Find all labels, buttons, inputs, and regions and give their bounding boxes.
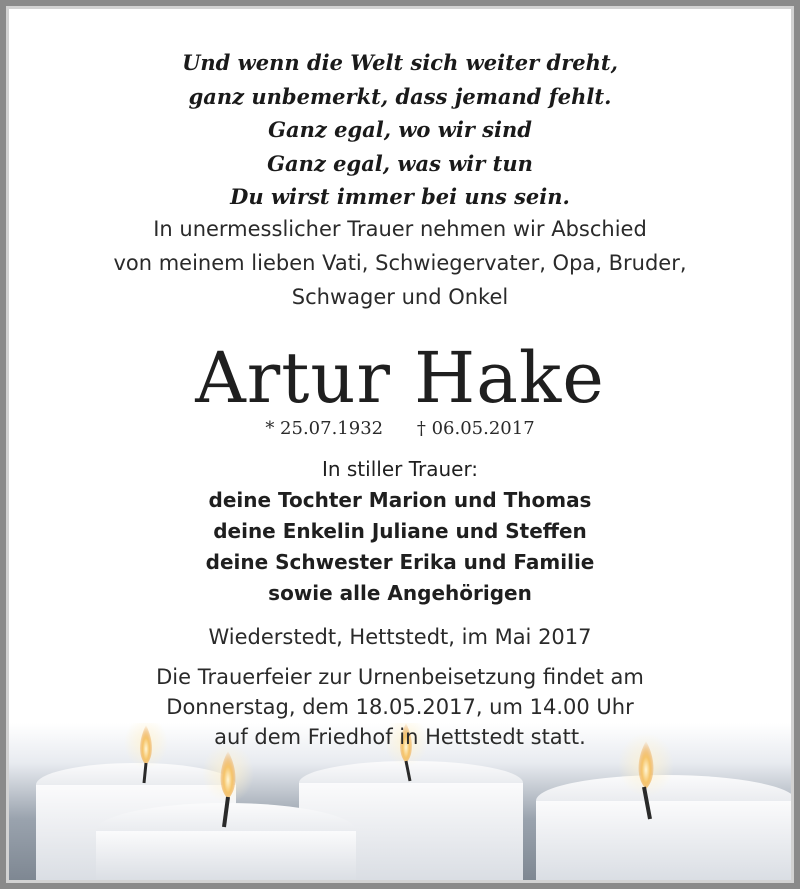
poem-line: Ganz egal, was wir tun	[267, 150, 533, 176]
poem-line: Und wenn die Welt sich weiter dreht,	[182, 50, 618, 75]
death-date: † 06.05.2017	[416, 418, 535, 439]
mourners	[6, 454, 794, 609]
poem-line: Du wirst immer bei uns sein.	[230, 184, 570, 209]
intro-line: Schwager und Onkel	[291, 285, 509, 309]
mourner-line: sowie alle Angehörigen	[268, 581, 532, 605]
intro-line: von meinem lieben Vati, Schwiegervater, Opa, Bruder,	[113, 251, 687, 275]
funeral-info	[6, 662, 794, 752]
mourners-lead: In stiller Trauer:	[321, 457, 479, 481]
poem-line: ganz unbemerkt, dass jemand fehlt.	[188, 83, 612, 109]
funeral-line: auf dem Friedhof in Hettstedt statt.	[214, 725, 586, 749]
funeral-line: Donnerstag, dem 18.05.2017, um 14.00 Uhr	[166, 695, 634, 719]
poem-line: Ganz egal, wo wir sind	[268, 117, 532, 142]
birth-date: * 25.07.1932	[265, 418, 384, 439]
deceased-name: Artur Hake	[195, 337, 605, 419]
mourner-line: deine Schwester Erika und Familie	[205, 550, 595, 574]
life-dates	[6, 416, 794, 442]
mourner-line: deine Enkelin Juliane und Steffen	[213, 519, 587, 543]
place-date: Wiederstedt, Hettstedt, im Mai 2017	[208, 625, 592, 649]
intro-line: In unermesslicher Trauer nehmen wir Abschied	[153, 217, 647, 241]
funeral-line: Die Trauerfeier zur Urnenbeisetzung findet am	[156, 665, 644, 689]
intro-text	[6, 212, 794, 314]
poem	[6, 46, 794, 214]
mourner-line: deine Tochter Marion und Thomas	[208, 488, 592, 512]
